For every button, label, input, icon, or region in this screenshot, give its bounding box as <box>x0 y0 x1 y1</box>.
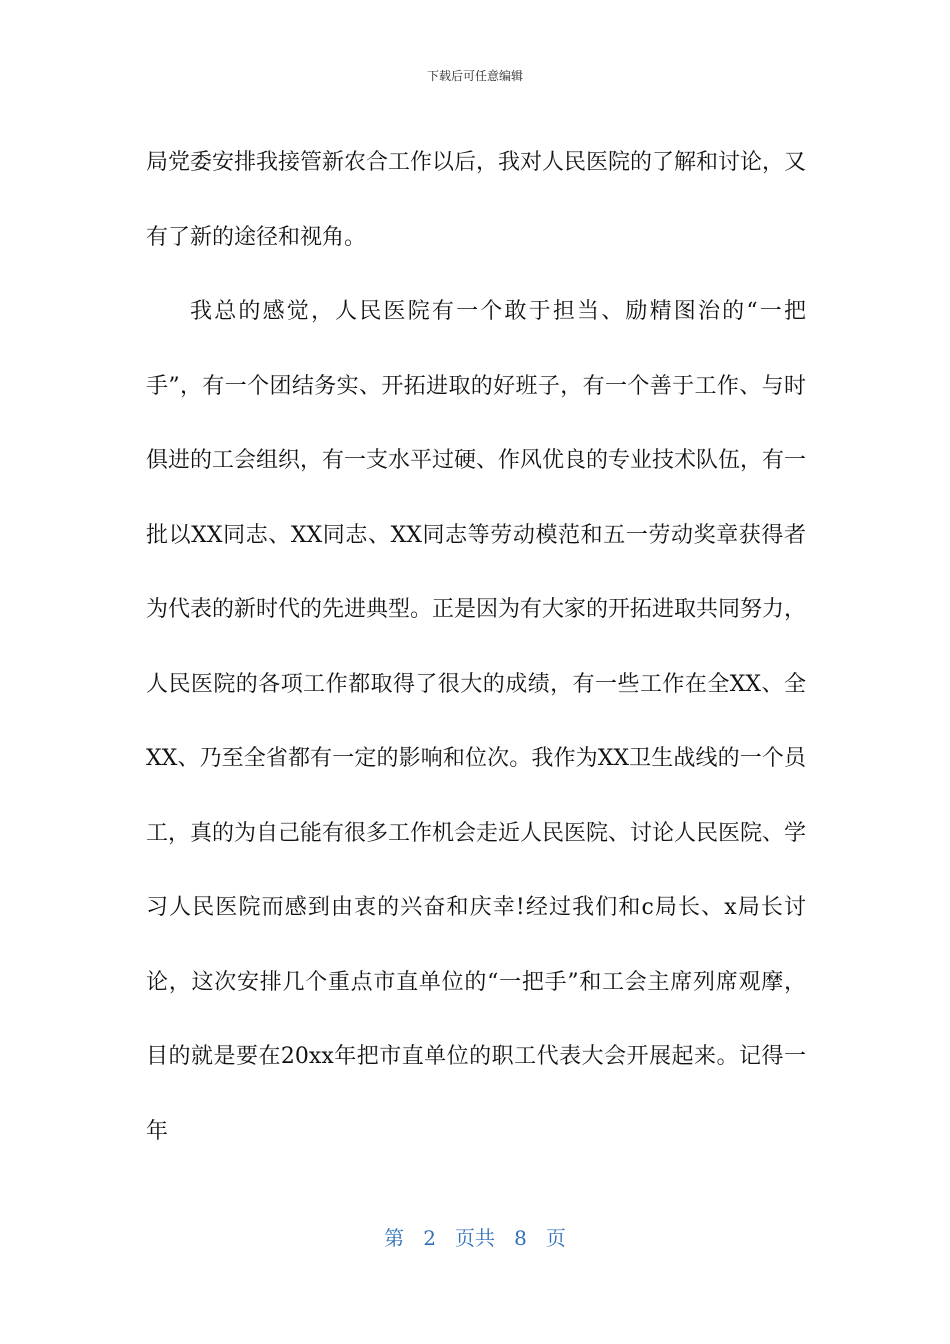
page-header: 下载后可任意编辑 <box>426 69 523 83</box>
paragraph-1: 局党委安排我接管新农合工作以后，我对人民医院的了解和讨论，又有了新的途径和视角。 <box>146 150 807 250</box>
footer-total-pages: 8 <box>514 1226 527 1250</box>
document-body <box>146 126 806 1169</box>
footer-suffix: 页 <box>545 1226 566 1250</box>
paragraph-2: 我总的感觉，人民医院有一个敢于担当、励精图治的“一把手”，有一个团结务实、开拓进取的好班子，有一个善于工作、与时俱进的工会组织，有一支水平过硬、作风优良的专业技术队伍，有一批以XX同志、XX同志、XX同志等劳动模范和五一劳动奖章获得者为代表的新时代的先进典型。正是因为有大家的开拓进取共同努力，人民医院的各项工作都取得了很大的成绩，有一些工作在全XX、全XX、乃至全省都有一定的影响和位次。我作为XX卫生战线的一个员工，真的为自己能有很多工作机会走近人民医院、讨论人民医院、学习人民医院而感到由衷的兴奋和庆幸!经过我们和c局长、x局长讨论，这次安排几个重点市直单位的“一把手”和工会主席列席观摩，目的就是要在20xx年把市直单位的职工代表大会开展起来。记得一年 <box>146 299 807 1144</box>
footer-current-page: 2 <box>423 1226 436 1250</box>
footer-middle: 页共 <box>455 1226 495 1250</box>
footer-prefix: 第 <box>384 1226 405 1250</box>
page-footer <box>0 1224 950 1252</box>
